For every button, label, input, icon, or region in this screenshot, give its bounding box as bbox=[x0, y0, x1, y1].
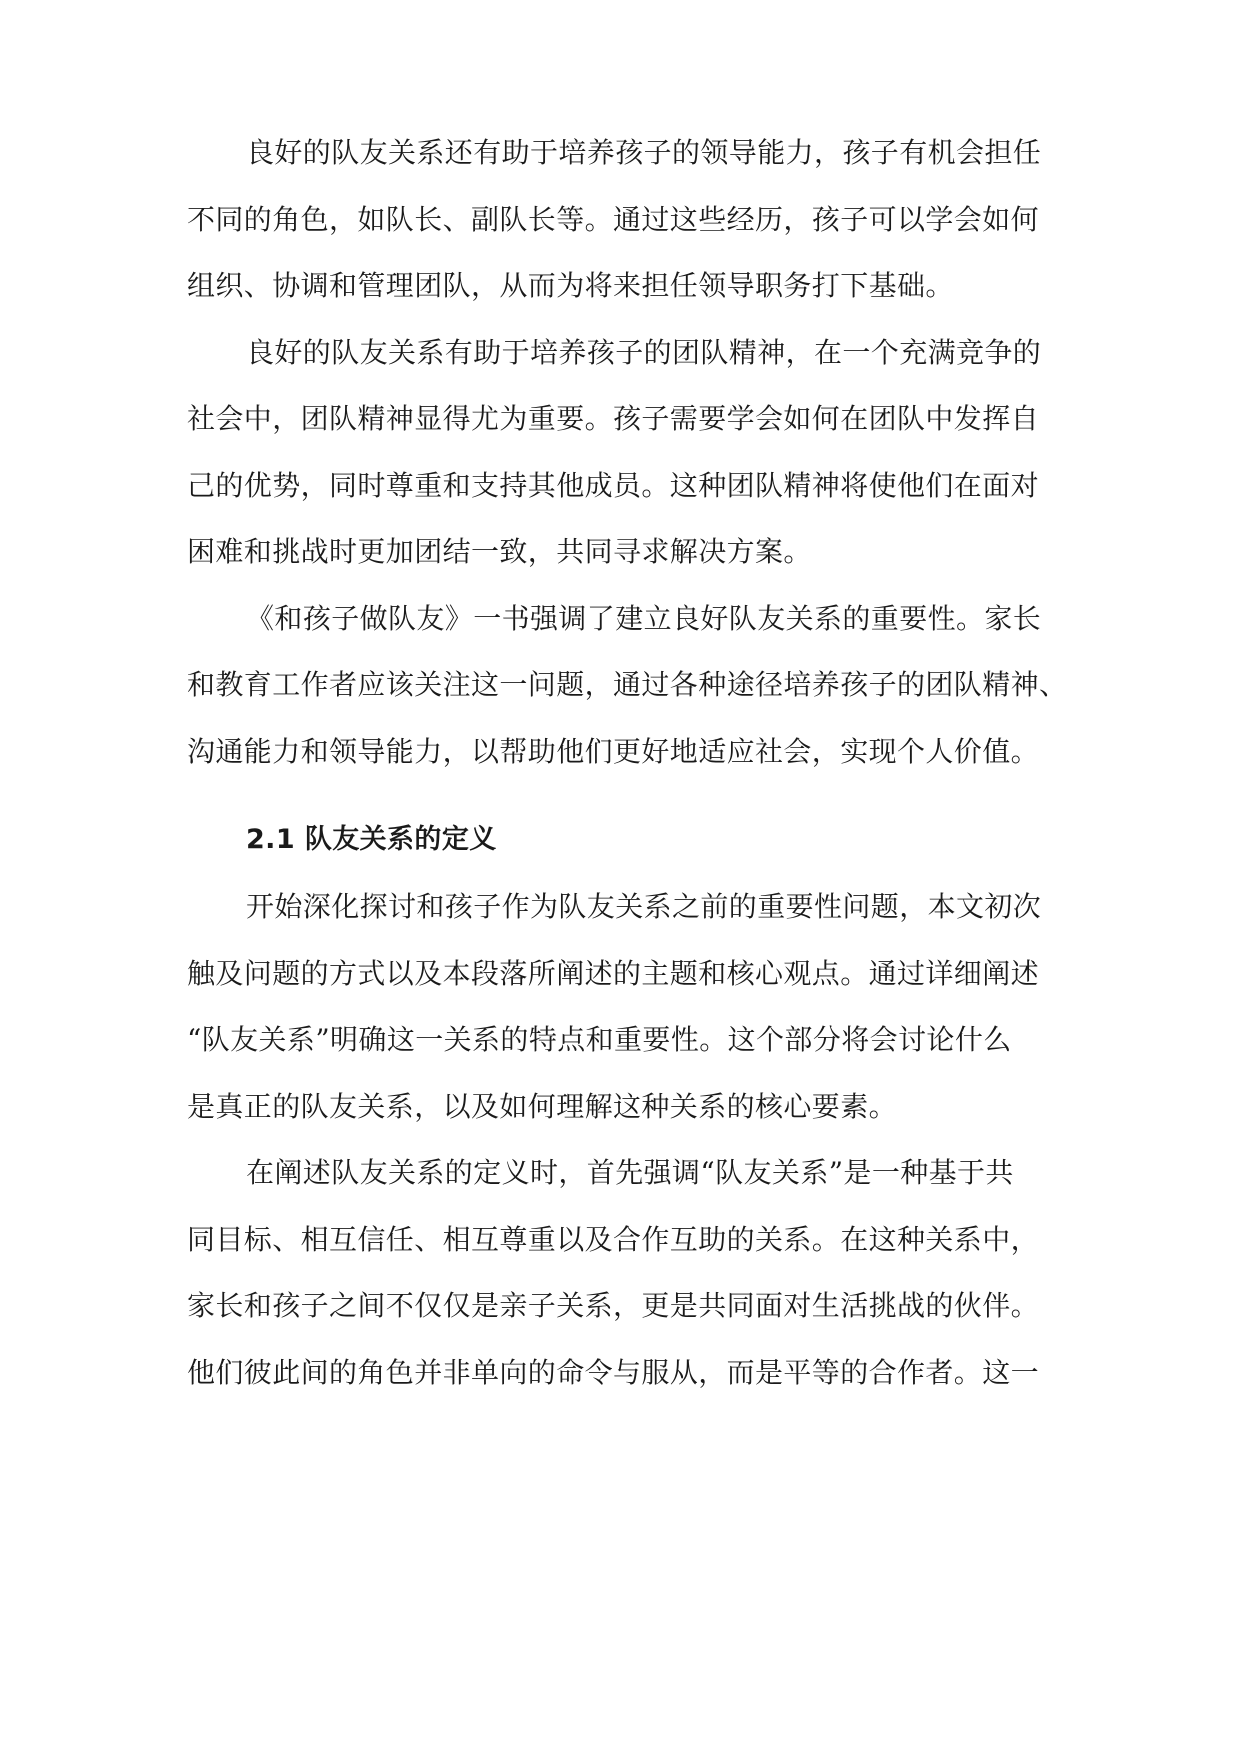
paragraph-line: 社会中，团队精神显得尤为重要。孩子需要学会如何在团队中发挥自 bbox=[187, 402, 1040, 435]
paragraph-line: 困难和挑战时更加团结一致，共同寻求解决方案。 bbox=[187, 535, 812, 568]
paragraph-line: 己的优势，同时尊重和支持其他成员。这种团队精神将使他们在面对 bbox=[187, 469, 1040, 502]
paragraph-line: 在阐述队友关系的定义时，首先强调“队友关系”是一种基于共 bbox=[246, 1156, 1014, 1189]
paragraph-line: 良好的队友关系有助于培养孩子的团队精神，在一个充满竞争的 bbox=[246, 336, 1042, 369]
section-heading: 2.1 队友关系的定义 bbox=[246, 824, 497, 855]
paragraph-line: 组织、协调和管理团队，从而为将来担任领导职务打下基础。 bbox=[187, 269, 954, 302]
paragraph-line: “队友关系”明确这一关系的特点和重要性。这个部分将会讨论什么 bbox=[187, 1023, 1012, 1056]
paragraph-line: 和教育工作者应该关注这一问题，通过各种途径培养孩子的团队精神、 bbox=[187, 668, 1068, 701]
paragraph-line: 不同的角色，如队长、副队长等。通过这些经历，孩子可以学会如何 bbox=[187, 203, 1040, 236]
paragraph-line: 是真正的队友关系，以及如何理解这种关系的核心要素。 bbox=[187, 1090, 898, 1123]
paragraph-line: 《和孩子做队友》一书强调了建立良好队友关系的重要性。家长 bbox=[246, 602, 1042, 635]
paragraph-line: 沟通能力和领导能力，以帮助他们更好地适应社会，实现个人价值。 bbox=[187, 735, 1040, 768]
paragraph-line: 触及问题的方式以及本段落所阐述的主题和核心观点。通过详细阐述 bbox=[187, 957, 1040, 990]
paragraph-line: 良好的队友关系还有助于培养孩子的领导能力，孩子有机会担任 bbox=[246, 136, 1042, 169]
paragraph-line: 同目标、相互信任、相互尊重以及合作互助的关系。在这种关系中， bbox=[187, 1223, 1040, 1256]
paragraph-line: 开始深化探讨和孩子作为队友关系之前的重要性问题，本文初次 bbox=[246, 890, 1042, 923]
paragraph-line: 他们彼此间的角色并非单向的命令与服从，而是平等的合作者。这一 bbox=[187, 1356, 1040, 1389]
paragraph-line: 家长和孩子之间不仅仅是亲子关系，更是共同面对生活挑战的伙伴。 bbox=[187, 1289, 1040, 1322]
